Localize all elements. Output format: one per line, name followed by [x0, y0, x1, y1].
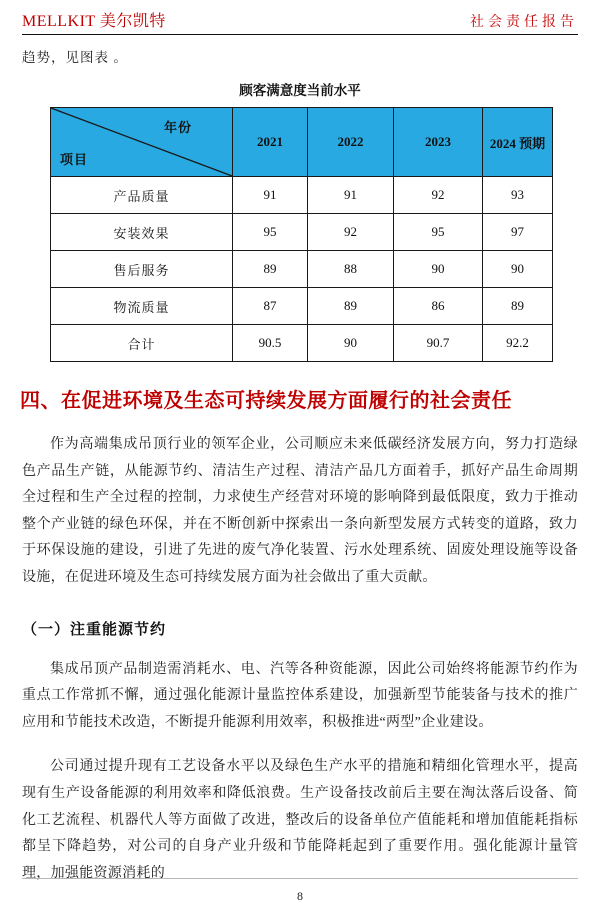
cell-value: 93 — [483, 177, 553, 214]
intro-text: 趋势，见图表 。 — [22, 50, 128, 65]
paragraph-3: 公司通过提升现有工艺设备水平以及绿色生产水平的措施和精细化管理水平，提高现有生产设备能源的利用效率和降低浪费。生产设备技改前后主要在淘汰落后设备、简化工艺流程、机器代人等方面做了改进，整改后的设备单位产值能耗和增加值能耗指标都呈下降趋势，对公司的自身产业升级和节能降耗起到了重要作用。强化能源计量管理，加强能资源消耗的 — [22, 759, 578, 881]
cell-value: 90 — [308, 325, 394, 362]
paragraph-1: 作为高端集成吊顶行业的领军企业，公司顺应未来低碳经济发展方向，努力打造绿色产品生产链，从能源节约、清洁生产过程、清洁产品几方面着手，抓好产品生命周期全过程和生产全过程的控制，力求使生产经营对环境的影响降到最低限度，致力于推动整个产业链的绿色环保，并在不断创新中探索出一条向新型发展方式转变的道路，致力于环保设施的建设，引进了先进的废气净化装置、污水处理系统、固废处理设施等设备设施，在促进环境及生态可持续发展方面为社会做出了重大贡献。 — [22, 437, 578, 585]
table-row — [51, 288, 553, 325]
cell-value: 90 — [483, 251, 553, 288]
cell-value: 92 — [308, 214, 394, 251]
row-label-total: 合计 — [51, 325, 233, 362]
footer-divider — [22, 878, 578, 879]
row-label: 安装效果 — [51, 214, 233, 251]
document-title: 社会责任报告 — [470, 15, 578, 30]
table-row — [51, 177, 553, 214]
row-label: 产品质量 — [51, 177, 233, 214]
table-header-row — [51, 108, 553, 177]
table-corner-cell — [51, 108, 233, 177]
header-divider — [22, 34, 578, 35]
subsection-heading: （一）注重能源节约 — [22, 620, 167, 638]
paragraph-2: 集成吊顶产品制造需消耗水、电、汽等各种资能源，因此公司始终将能源节约作为重点工作常抓不懈，通过强化能源计量监控体系建设，加强新型节能装备与技术的推广应用和节能技术改造，不断提升能源利用效率，积极推进“两型”企业建设。 — [22, 661, 578, 730]
cell-value: 97 — [483, 214, 553, 251]
cell-value: 89 — [308, 288, 394, 325]
column-header-2024: 2024 预期 — [483, 108, 553, 177]
cell-value: 89 — [483, 288, 553, 325]
cell-value: 92 — [394, 177, 483, 214]
table-row-total — [51, 325, 553, 362]
section-heading: 四、在促进环境及生态可持续发展方面履行的社会责任 — [20, 390, 512, 412]
cell-value: 87 — [233, 288, 308, 325]
corner-label-item: 项目 — [60, 152, 89, 167]
table-row — [51, 251, 553, 288]
cell-value: 90 — [394, 251, 483, 288]
column-header-2023: 2023 — [394, 108, 483, 177]
cell-value: 92.2 — [483, 325, 553, 362]
cell-value: 91 — [308, 177, 394, 214]
column-header-2022: 2022 — [308, 108, 394, 177]
page-header — [0, 0, 600, 31]
cell-value: 89 — [233, 251, 308, 288]
cell-value: 86 — [394, 288, 483, 325]
table-row — [51, 214, 553, 251]
page-number: 8 — [297, 889, 303, 903]
cell-value: 91 — [233, 177, 308, 214]
corner-label-year: 年份 — [163, 120, 192, 135]
row-label: 售后服务 — [51, 251, 233, 288]
cell-value: 90.7 — [394, 325, 483, 362]
column-header-2021: 2021 — [233, 108, 308, 177]
cell-value: 90.5 — [233, 325, 308, 362]
customer-satisfaction-table — [50, 107, 553, 362]
cell-value: 88 — [308, 251, 394, 288]
row-label: 物流质量 — [51, 288, 233, 325]
cell-value: 95 — [233, 214, 308, 251]
table-title: 顾客满意度当前水平 — [239, 83, 361, 98]
brand-logo-text: MELLKIT 美尔凯特 — [22, 13, 166, 30]
cell-value: 95 — [394, 214, 483, 251]
